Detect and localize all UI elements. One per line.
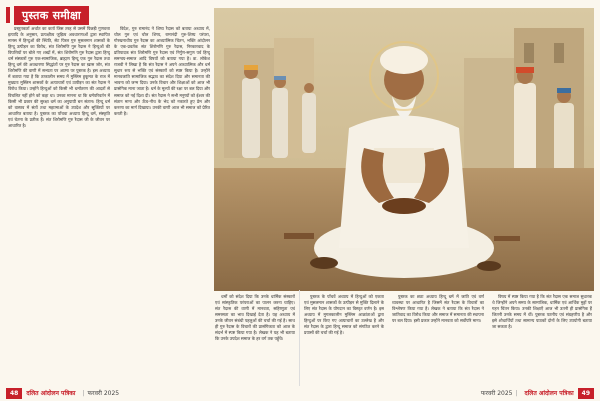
article-column-3 (215, 294, 295, 384)
article-paragraph: धर्मों को संदेश दिया कि उनके धार्मिक संस्कारों एवं सांस्कृतिक परंपराओं का पालन करना चाहिए। संत रैदास की वाणी में मानवता, सहिष्णुता एवं समरसता का भाव दिखाई देता है। यह अध्याय में उनके जीवन संबंधी पहलुओं की चर्चा की गई है। साथ ही गुरु रैदास के विचारों की प्रासंगिकता को आज के संदर्भ में स्पष्ट किया गया है। लेखक ने यह भी बताया कि उनके उपदेश समाज के हर वर्ग तक पहुँचे। (215, 294, 295, 342)
footer-separator: | (82, 389, 85, 397)
article-column-1 (8, 26, 110, 384)
section-header (6, 6, 89, 24)
guru-ravidas-painting (214, 8, 594, 291)
section-title: पुस्तक समीक्षा (14, 6, 89, 25)
page-gutter (299, 290, 300, 386)
article-column-6 (492, 294, 592, 384)
article-column-2 (114, 26, 210, 384)
article-column-5 (392, 294, 484, 384)
article-column-4 (304, 294, 384, 384)
section-header-accent (6, 7, 10, 23)
page-number: 48 (6, 388, 22, 399)
footer-right (481, 387, 594, 399)
issue-date: फरवरी 2025 (480, 390, 513, 397)
page-number: 49 (578, 388, 594, 399)
article-paragraph: पुस्तक का छठा अध्याय हिन्दू धर्म में जाति एवं वर्ण व्यवस्था पर आधारित है जिसमें संत रैदास के विचारों का विश्लेषण किया गया है। लेखक ने बताया कि संत रैदास ने जातिवाद का विरोध किया और समाज में समानता की स्थापना पर बल दिया। इसी प्रकार उन्होंने मानवता को सर्वोपरि माना। (392, 294, 484, 324)
footer-left (6, 387, 119, 399)
article-paragraph: विषय में स्पष्ट किया गया है कि संत रैदास एक समाज सुधारक थे जिन्होंने अपने समय के सामाजिक, धार्मिक एवं आर्थिक मुद्दों पर गहन चिंतन किया। उनकी शिक्षाएँ आज भी उतनी ही प्रासंगिक हैं जितनी उनके समय में थीं। पुस्तक पठनीय एवं संग्रहणीय है और इसे शोधार्थियों तथा सामान्य पाठकों दोनों के लिए उपयोगी बताया जा सकता है। (492, 294, 592, 330)
issue-date: फरवरी 2025 (87, 390, 120, 397)
magazine-name: दलित आंदोलन पत्रिका (26, 390, 76, 397)
painting-illustration (214, 8, 594, 291)
article-paragraph: पुस्तक के पाँचवें अध्याय में हिन्दुओं को एकता एवं मुसलमान शासकों के उत्पीड़न से मुक्ति दिलाने के लिए संत रैदास के योगदान का विस्तृत वर्णन है। इस अध्याय में मुगलकालीन मुस्लिम आक्रांताओं द्वारा हिन्दुओं पर किए गए अत्याचारों का उल्लेख है और संत रैदास के द्वारा हिन्दू समाज को संगठित करने के प्रयासों की चर्चा की गई है। (304, 294, 384, 336)
magazine-name: दलित आंदोलन पत्रिका (524, 390, 574, 397)
article-paragraph: विदेश, गुरु रामानंद ने शिष्य रैदास को बताया अध्याय में, चोल गुरु एवं चोल शिष्य, रामानंदी गुरु-शिष्य परंपरा, गोरखनाथीय गुरु रैदास का आध्यात्मिक चिंतन, भक्ति आंदोलन के एक-प्रवर्तक संत शिरोमणि गुरु रैदास, निरकारवाद के प्रतिपादक संत शिरोमणि गुरु रैदास एवं निर्गुण-सगुण पर्व हिन्दू समन्वय-समाज आदि विषयों को बताया गया है। डा. लोकेश राजवी ने लिखा है कि संत रैदास ने अपने आध्यात्मिक और धर्म सुधार रूप से भक्ति एवं संस्कारों को स्पष्ट किया है। उन्होंने मानवजाति सामाजिक सद्भाव का संदेश दिया और समानता की भावना को जन्म दिया। उनके विचार और शिक्षाओं को आज भी प्रासंगिक माना जाता है। धर्म के मूल्यों की रक्षा पर बल दिया और समाज को नई दिशा दी। संत रैदास ने सभी मनुष्यों को ईश्वर की संतान माना और ऊँच-नीच के भेद को नकारते हुए प्रेम और करुणा का मार्ग दिखाया। उनकी वाणी आज भी समाज को प्रेरित करती है। (114, 26, 210, 116)
footer-separator: | (515, 389, 518, 397)
article-paragraph: प्रस्तुतकर्ता अर्थात का कर्ता जिस तरह से उसमें पिछड़ी गुणवत्ता इत्यादि के अनुसार, प्रत्यक्षीत्व जुड़ित्व अवधारणाओं द्वारा स्थापित मानस में हिन्दुओं की स्थिति, सेट पिरल गुरु मुसलमान शासकों के हिन्दू उत्पीड़न का विरोध, संत शिरोमणि गुरु रैदास ने हिन्दुओं की विपत्तियों पर बोले गए शब्दों में, संत शिरोमणि गुरु रैदास द्वारा हिन्दू धर्म संस्कारों गुरु एक-सामाजिक, ब्राह्मण हिन्दू एक गुरु रैदास तथा हिन्दू धर्म की अवधारणा सिद्धांतों पर गुरु रैदास का ख़ास जोर, संत शिरोमणि की वाणी में सभ्यता पर आत्मा पर पुस्तक है। इस अध्याय में बताया गया है कि तत्कालीन समय में मुस्लिम हुकूमत के राज में मुख्यतः मुस्लिम शासकों के अत्याचारों एवं उत्पीड़न का संत रैदास ने विरोध किया। उन्होंने हिन्दुओं को किसी भी धर्मांतरण की आदतों से विचलित नहीं होने को कहा था। उनका मानना था कि धर्मपरिवर्तन में किसी भी प्रकार की सुरक्षा धर्म का अनुयायी बन संतान। हिन्दू धर्म को वास्तव में संतों तथा महात्माओं के उपदेश और सूक्तियों पर आधारित बताया है। पुस्तक का पाँचवा अध्याय हिन्दू धर्म, संस्कृति एवं चेतना के प्रतीक हैं। संत शिरोमणि गुरु रैदास जी के जीवन पर आधारित है। (8, 26, 110, 128)
